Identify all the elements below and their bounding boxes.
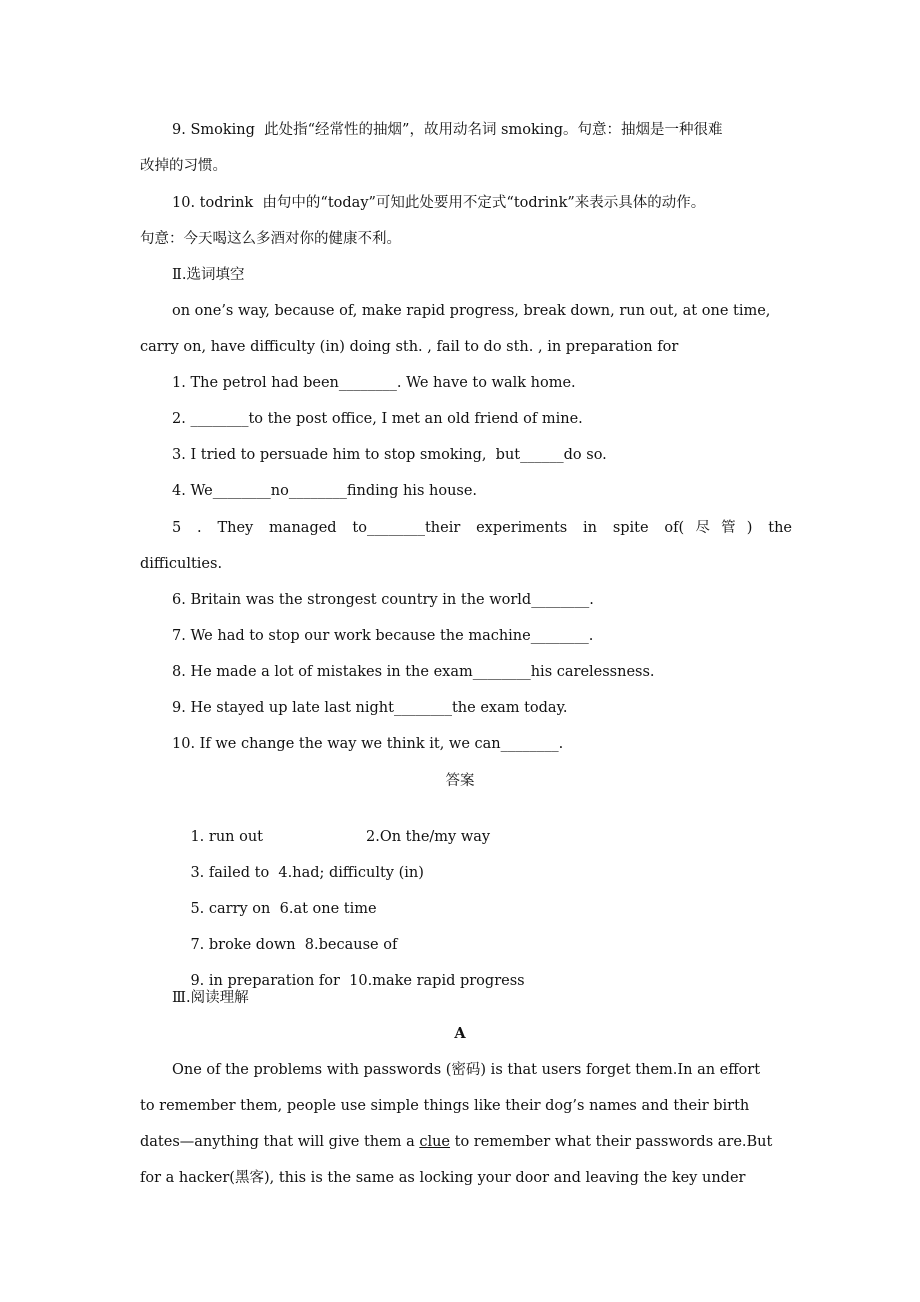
passage-line3-end: to remember what their passwords are.But bbox=[450, 1134, 773, 1150]
question-1: 1. The petrol had been________. We have to walk home. bbox=[172, 375, 576, 391]
answer-1: 1. run out bbox=[190, 829, 263, 845]
question-6: 6. Britain was the strongest country in the world________. bbox=[172, 592, 594, 608]
answer-5: 5. carry on bbox=[190, 901, 271, 917]
question-5-line1: 5 . They managed to________their experiments in spite of(尽管) the bbox=[172, 520, 792, 536]
question-7: 7. We had to stop our work because the machine________. bbox=[172, 628, 594, 644]
explanation-9-line1: 9. Smoking 此处指“经常性的抽烟”，故用动名词 smoking。句意：抽烟是一种很难 bbox=[172, 122, 723, 138]
answer-title: 答案 bbox=[445, 773, 475, 789]
question-3: 3. I tried to persuade him to stop smoking, but______do so. bbox=[172, 447, 607, 463]
answer-10: 10.make rapid progress bbox=[349, 973, 525, 989]
passage-line2: to remember them, people use simple things like their dog’s names and their birth bbox=[140, 1098, 750, 1114]
answer-2: 2.On the/my way bbox=[366, 829, 491, 845]
explanation-10-line1: 10. todrink 由句中的“today”可知此处要用不定式“todrink”来表示具体的动作。 bbox=[172, 195, 706, 211]
question-10: 10. If we change the way we think it, we can________. bbox=[172, 736, 564, 752]
passage-line3 bbox=[140, 1132, 820, 1152]
passage-label: A bbox=[454, 1025, 466, 1042]
passage-line4: for a hacker(黑客), this is the same as locking your door and leaving the key under bbox=[140, 1170, 746, 1186]
answer-8: 8.because of bbox=[304, 937, 398, 953]
explanation-10-line2: 句意：今天喝这么多酒对你的健康不利。 bbox=[140, 231, 401, 247]
passage-line1: One of the problems with passwords (密码) is that users forget them.In an effort bbox=[172, 1062, 761, 1078]
question-5-line2: difficulties. bbox=[140, 556, 223, 572]
word-bank-line1: on one’s way, because of, make rapid progress, break down, run out, at one time, bbox=[172, 303, 771, 319]
answer-4: 4.had; difficulty (in) bbox=[278, 865, 424, 881]
passage-line3-start: dates—anything that will give them a bbox=[140, 1134, 420, 1150]
question-8: 8. He made a lot of mistakes in the exam________his carelessness. bbox=[172, 664, 655, 680]
answer-9: 9. in preparation for bbox=[190, 973, 340, 989]
passage-underlined-word: clue bbox=[419, 1134, 451, 1150]
section-3-heading: Ⅲ.阅读理解 bbox=[172, 990, 249, 1006]
question-4: 4. We________no________finding his house. bbox=[172, 483, 478, 499]
section-2-heading: Ⅱ.选词填空 bbox=[172, 267, 245, 283]
answer-7: 7. broke down bbox=[190, 937, 296, 953]
word-bank-line2: carry on, have difficulty (in) doing sth. , fail to do sth. , in preparation for bbox=[140, 339, 679, 355]
answer-6: 6.at one time bbox=[279, 901, 377, 917]
question-9: 9. He stayed up late last night________the exam today. bbox=[172, 700, 568, 716]
question-2: 2. ________to the post office, I met an old friend of mine. bbox=[172, 411, 583, 427]
answer-3: 3. failed to bbox=[190, 865, 270, 881]
explanation-9-line2: 改掉的习惯。 bbox=[140, 158, 227, 174]
